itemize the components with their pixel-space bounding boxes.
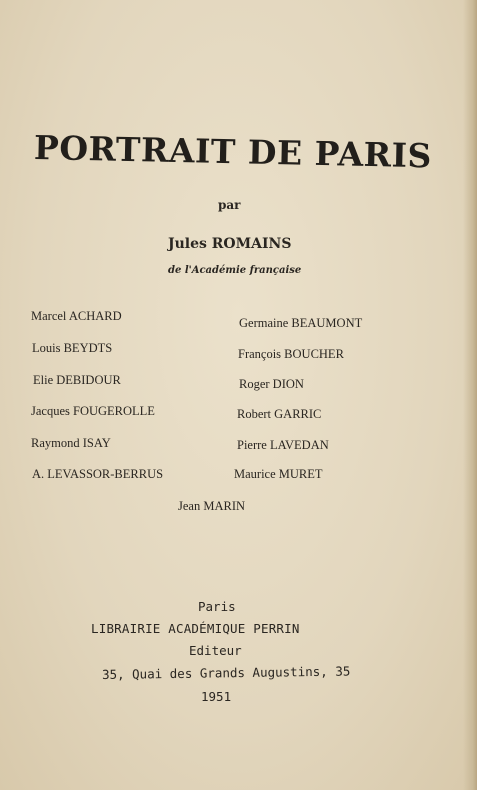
collaborator-right-6: Maurice MURET [234,467,323,481]
collaborator-left-6: A. LEVASSOR-BERRUS [32,467,164,481]
publisher-name: LIBRAIRIE ACADÉMIQUE PERRIN [91,621,300,636]
collaborator-left-2: Louis BEYDTS [32,341,113,355]
page-edge [463,0,477,790]
author-name: Jules ROMAINS [168,236,292,252]
collaborator-left-4: Jacques FOUGEROLLE [31,404,155,418]
publisher-city: Paris [198,599,236,614]
author-affiliation: de l'Académie française [168,265,302,276]
book-title: PORTRAIT DE PARIS [33,128,433,176]
collaborator-right-3: Roger DION [239,377,304,391]
collaborator-right-1: Germaine BEAUMONT [239,316,363,330]
collaborator-center: Jean MARIN [178,499,246,513]
collaborator-right-5: Pierre LAVEDAN [237,438,329,452]
publisher-role: Editeur [189,643,242,658]
collaborator-right-4: Robert GARRIC [237,407,322,421]
publisher-address: 35, Quai des Grands Augustins, 35 [101,663,351,682]
collaborator-left-1: Marcel ACHARD [31,309,122,323]
par-label: par [218,198,241,212]
publication-year: 1951 [201,689,232,704]
collaborator-left-5: Raymond ISAY [31,436,111,450]
collaborator-right-2: François BOUCHER [238,347,344,361]
collaborator-left-3: Elie DEBIDOUR [33,373,121,387]
